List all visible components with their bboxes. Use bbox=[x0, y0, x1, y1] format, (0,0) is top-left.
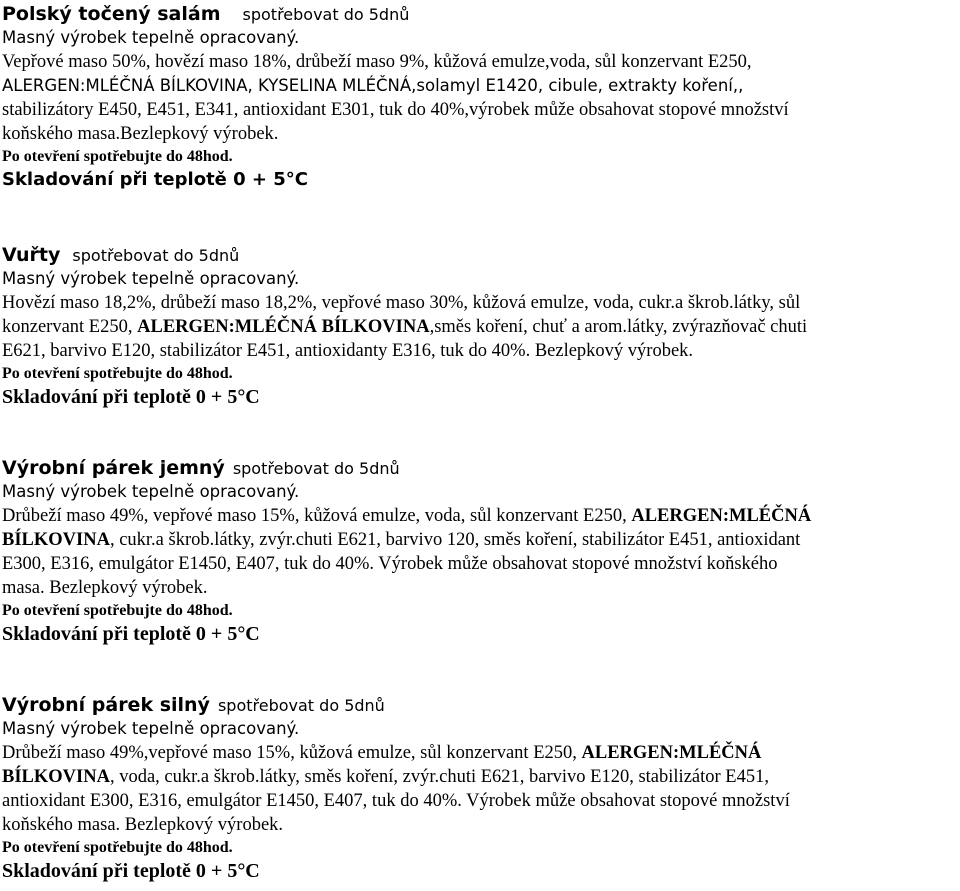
composition-line: Vepřové maso 50%, hovězí maso 18%, drůbeží maso 9%, kůžová emulze,voda, sůl konzervant E250, bbox=[2, 52, 752, 72]
composition-text: Drůbeží maso 49%,vepřové maso 15%, kůžová emulze, sůl konzervant E250, bbox=[2, 743, 582, 763]
composition-line: E621, barvivo E120, stabilizátor E451, antioxidanty E316, tuk do 40%. Bezlepkový výrobek. bbox=[2, 341, 694, 361]
product-type: Masný výrobek tepelně opracovaný. bbox=[2, 719, 300, 738]
product-block-polsky-salam bbox=[2, 2, 958, 192]
composition-line: stabilizátory E450, E451, E341, antioxidant E301, tuk do 40%,výrobek může obsahovat stopové množství bbox=[2, 100, 789, 120]
opening-note: Po otevření spotřebujte do 48hod. bbox=[2, 365, 233, 382]
composition-text: , voda, cukr.a škrob.látky, směs koření, zvýr.chuti E621, barvivo E120, stabilizátor E451, bbox=[109, 767, 769, 787]
composition-line bbox=[2, 315, 958, 339]
product-name: Vuřty bbox=[2, 244, 61, 266]
opening-note: Po otevření spotřebujte do 48hod. bbox=[2, 839, 233, 856]
composition-line bbox=[2, 74, 958, 98]
composition-line: koňského masa. Bezlepkový výrobek. bbox=[2, 815, 284, 835]
allergen-text: ALERGEN:MLÉČNÁ bbox=[581, 743, 762, 763]
shelf-life: spotřebovat do 5dnů bbox=[242, 5, 410, 24]
composition-line bbox=[2, 504, 958, 528]
product-name: Výrobní párek silný bbox=[2, 694, 210, 716]
product-name: Výrobní párek jemný bbox=[2, 457, 225, 479]
allergen-text: ALERGEN:MLÉČNÁ bbox=[631, 506, 812, 526]
storage-temperature: Skladování při teplotě 0 + 5°C bbox=[2, 386, 260, 408]
product-name: Polský točený salám bbox=[2, 3, 221, 25]
composition-line: koňského masa.Bezlepkový výrobek. bbox=[2, 124, 279, 144]
opening-note: Po otevření spotřebujte do 48hod. bbox=[2, 148, 233, 165]
composition-line bbox=[2, 765, 958, 789]
composition-line bbox=[2, 528, 958, 552]
allergen-text: ALERGEN:MLÉČNÁ BÍLKOVINA, KYSELINA MLÉČNÁ bbox=[2, 76, 412, 95]
storage-temperature: Skladování při teplotě 0 + 5°C bbox=[2, 860, 260, 882]
shelf-life: spotřebovat do 5dnů bbox=[232, 459, 400, 478]
composition-line: masa. Bezlepkový výrobek. bbox=[2, 578, 208, 598]
product-type: Masný výrobek tepelně opracovaný. bbox=[2, 482, 300, 501]
composition-text: , cukr.a škrob.látky, zvýr.chuti E621, barvivo 120, směs koření, stabilizátor E451, antioxidant bbox=[109, 530, 801, 550]
composition-line: antioxidant E300, E316, emulgátor E1450, E407, tuk do 40%. Výrobek může obsahovat stopové množství bbox=[2, 791, 790, 811]
allergen-text: ALERGEN:MLÉČNÁ BÍLKOVINA bbox=[137, 317, 430, 337]
composition-line bbox=[2, 741, 958, 765]
composition-text: ,směs koření, chuť a arom.látky, zvýrazňovač chuti bbox=[429, 317, 808, 337]
product-type: Masný výrobek tepelně opracovaný. bbox=[2, 269, 300, 288]
allergen-text: BÍLKOVINA bbox=[2, 767, 110, 787]
composition-line: E300, E316, emulgátor E1450, E407, tuk do 40%. Výrobek může obsahovat stopové množství koňského bbox=[2, 554, 778, 574]
composition-text: ,solamyl E1420, cibule, extrakty koření,, bbox=[411, 76, 744, 95]
product-type: Masný výrobek tepelně opracovaný. bbox=[2, 28, 300, 47]
composition-line: Hovězí maso 18,2%, drůbeží maso 18,2%, vepřové maso 30%, kůžová emulze, voda, cukr.a škrob.látky, sůl bbox=[2, 293, 801, 313]
shelf-life: spotřebovat do 5dnů bbox=[72, 246, 240, 265]
allergen-text: BÍLKOVINA bbox=[2, 530, 110, 550]
opening-note: Po otevření spotřebujte do 48hod. bbox=[2, 602, 233, 619]
composition-text: Drůbeží maso 49%, vepřové maso 15%, kůžová emulze, voda, sůl konzervant E250, bbox=[2, 506, 632, 526]
storage-temperature: Skladování při teplotě 0 + 5°C bbox=[2, 169, 309, 190]
shelf-life: spotřebovat do 5dnů bbox=[217, 696, 385, 715]
composition-text: konzervant E250, bbox=[2, 317, 138, 337]
product-block-parek-jemny bbox=[2, 456, 958, 646]
product-block-vurty bbox=[2, 243, 958, 409]
product-block-parek-silny bbox=[2, 693, 958, 883]
storage-temperature: Skladování při teplotě 0 + 5°C bbox=[2, 623, 260, 645]
